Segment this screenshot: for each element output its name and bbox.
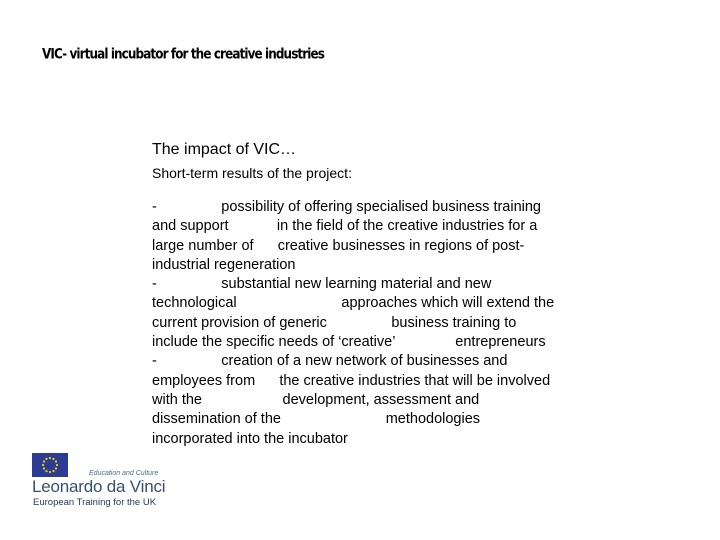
text-line: - creation of a new network of businesses and bbox=[152, 353, 508, 370]
programme-name: Leonardo da Vinci bbox=[32, 477, 166, 496]
results-list bbox=[152, 198, 632, 449]
slide-subheading: Short-term results of the project: bbox=[152, 165, 352, 181]
text-line: - substantial new learning material and new bbox=[152, 276, 492, 293]
text-line: employees from the creative industries that will be involved bbox=[152, 372, 551, 389]
text-line: - possibility of offering specialised business training bbox=[152, 199, 542, 215]
programme-label: Education and Culture bbox=[89, 470, 159, 477]
text-line: industrial regeneration bbox=[152, 256, 296, 273]
text-line: current provision of generic business training to bbox=[152, 314, 517, 331]
text-line: and support in the field of the creative industries for a bbox=[152, 218, 538, 235]
slide-heading: The impact of VIC… bbox=[152, 141, 297, 158]
text-line: with the development, assessment and bbox=[152, 391, 480, 408]
text-line: dissemination of the methodologies bbox=[152, 411, 481, 428]
leonardo-da-vinci-logo bbox=[32, 450, 172, 510]
eu-flag-icon bbox=[32, 453, 68, 477]
text-line: incorporated into the incubator bbox=[152, 430, 348, 447]
text-line: technological approaches which will extend the bbox=[152, 295, 555, 312]
programme-tagline: European Training for the UK bbox=[33, 497, 157, 508]
page-header-title: VIC- virtual incubator for the creative industries bbox=[42, 46, 324, 63]
text-line: large number of creative businesses in regions of post- bbox=[152, 237, 525, 254]
text-line: include the specific needs of ‘creative’ entrepreneurs bbox=[152, 334, 546, 351]
slide-content bbox=[152, 140, 632, 449]
